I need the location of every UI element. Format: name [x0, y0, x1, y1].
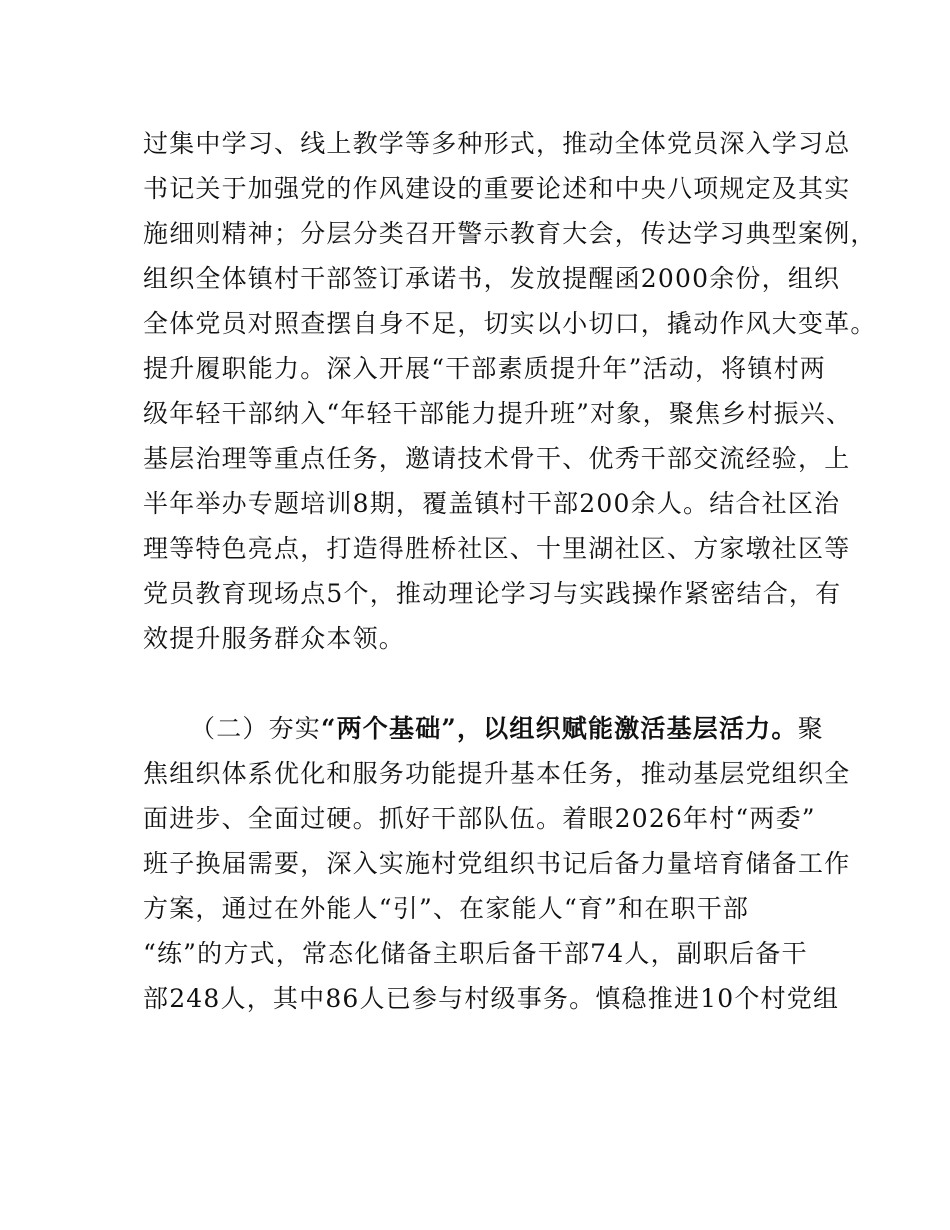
text-line: 班子换届需要，深入实施村党组织书记后备力量培育储备工作	[143, 849, 851, 878]
text-line: 效提升服务群众本领。	[143, 624, 406, 653]
text-line: 组织全体镇村干部签订承诺书，发放提醒函2000余份，组织	[143, 264, 841, 293]
heading-bold-title: “两个基础”，以组织赋能激活基层活力。	[321, 714, 798, 743]
text-line: 提升履职能力。深入开展“干部素质提升年”活动，将镇村两	[143, 354, 826, 383]
section-heading-line	[190, 711, 824, 747]
heading-prefix: （二）夯实	[190, 714, 322, 743]
text-line: 面进步、全面过硬。抓好干部队伍。着眼2026年村“两委”	[143, 804, 816, 833]
text-line: 半年举办专题培训8期，覆盖镇村干部200余人。结合社区治	[143, 489, 841, 518]
text-line: “练”的方式，常态化储备主职后备干部74人，副职后备干	[143, 939, 808, 968]
text-line: 全体党员对照查摆自身不足，切实以小切口，撬动作风大变革。	[143, 309, 877, 338]
text-line: 方案，通过在外能人“引”、在家能人“育”和在职干部	[143, 894, 750, 923]
text-line: 理等特色亮点，打造得胜桥社区、十里湖社区、方家墩社区等	[143, 534, 851, 563]
text-line: 施细则精神；分层分类召开警示教育大会，传达学习典型案例，	[143, 219, 877, 248]
heading-suffix: 聚	[797, 714, 824, 743]
text-line: 级年轻干部纳入“年轻干部能力提升班”对象，聚焦乡村振兴、	[143, 399, 853, 428]
text-line: 基层治理等重点任务，邀请技术骨干、优秀干部交流经验，上	[143, 444, 851, 473]
text-line: 党员教育现场点5个，推动理论学习与实践操作紧密结合，有	[143, 579, 842, 608]
text-line: 过集中学习、线上教学等多种形式，推动全体党员深入学习总	[143, 129, 851, 158]
text-line: 部248人，其中86人已参与村级事务。慎稳推进10个村党组	[143, 984, 840, 1013]
text-line: 书记关于加强党的作风建设的重要论述和中央八项规定及其实	[143, 174, 851, 203]
text-line: 焦组织体系优化和服务功能提升基本任务，推动基层党组织全	[143, 759, 851, 788]
